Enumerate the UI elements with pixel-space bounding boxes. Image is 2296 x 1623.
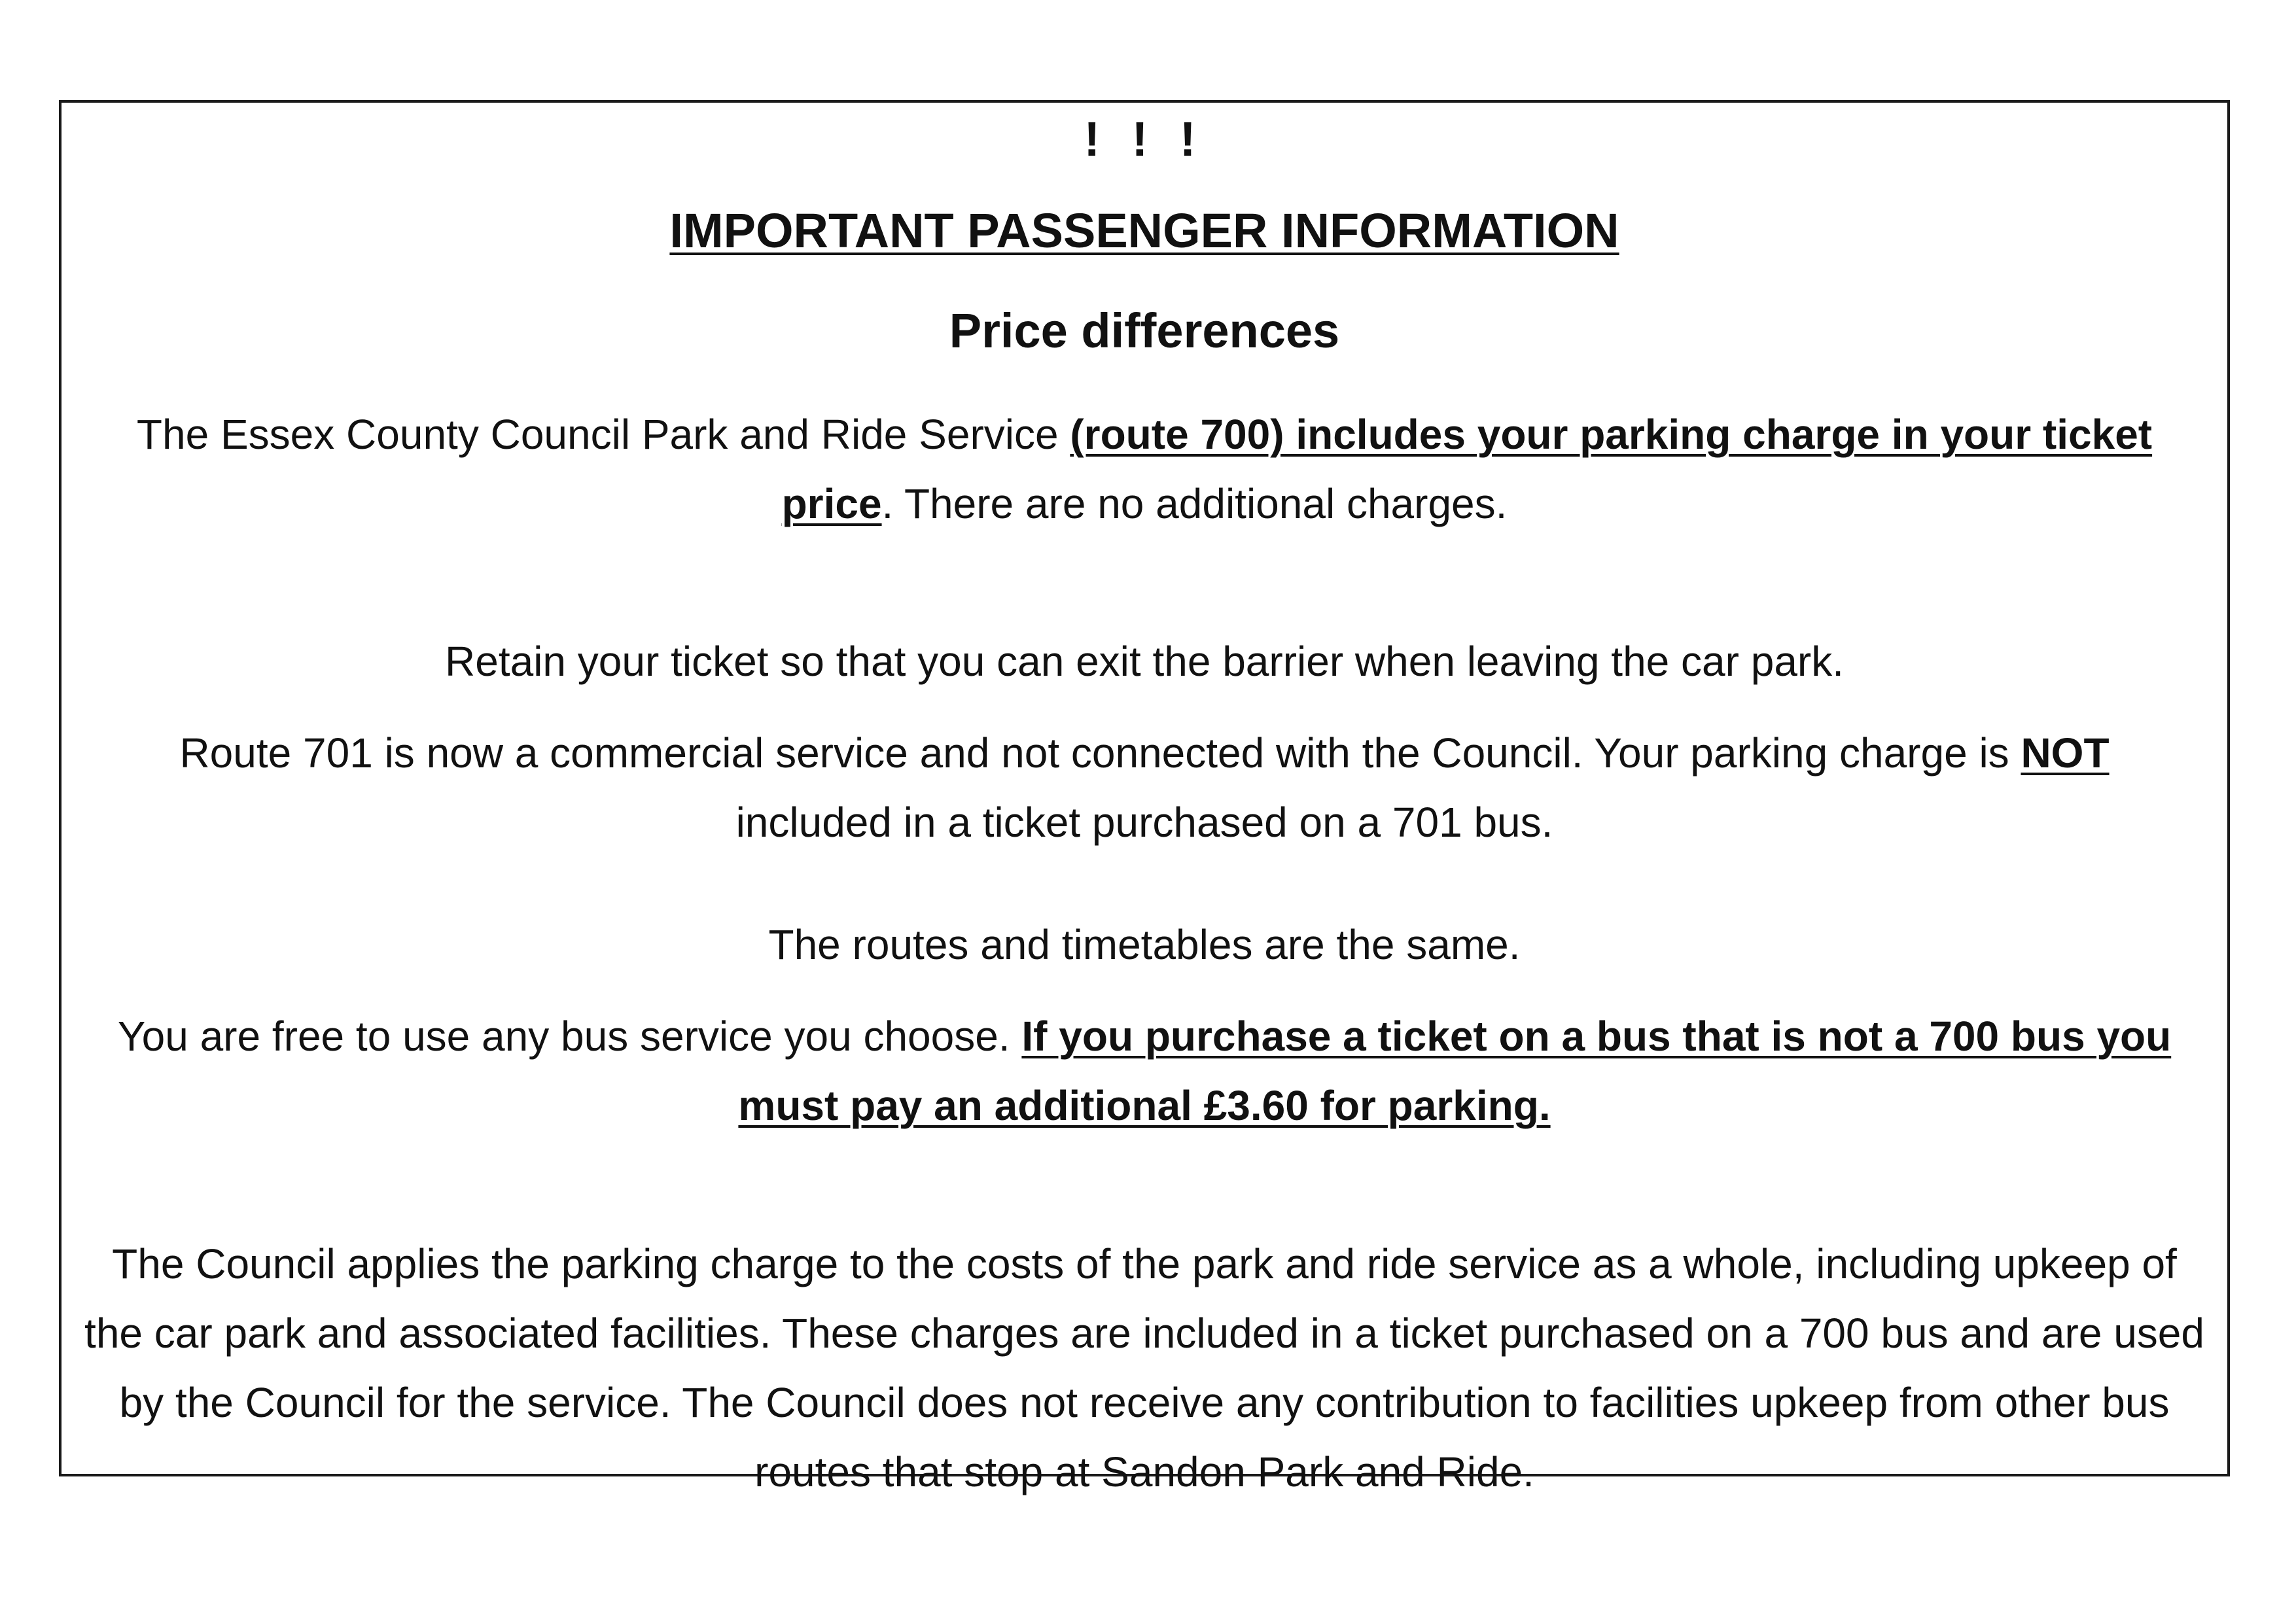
paragraph-retain-ticket: Retain your ticket so that you can exit the barrier when leaving the car park. bbox=[445, 638, 1844, 685]
paragraph-council-charges: The Council applies the parking charge to the costs of the park and ride service as a whole, including upkeep of the car park and associated facilities. These charges are included in a ticket purchased on a 700 bus and are used by the Council for the service. The Council does not receive any contribution to facilities upkeep from other bus routes that stop at Sandon Park and Ride. bbox=[84, 1240, 2204, 1495]
paragraph-route-701-intro: Route 701 is now a commercial service and not connected with the Council. Your parking charge is bbox=[179, 729, 2021, 777]
paragraph-routes-same: The routes and timetables are the same. bbox=[768, 921, 1521, 968]
paragraph-free-choice bbox=[101, 1002, 2188, 1140]
paragraph-route-700-outro: . There are no additional charges. bbox=[881, 480, 1508, 527]
paragraph-route-701-outro: included in a ticket purchased on a 701 bus. bbox=[735, 799, 1553, 846]
notice-subtitle: Price differences bbox=[949, 304, 1340, 358]
paragraph-free-choice-intro: You are free to use any bus service you choose. bbox=[117, 1013, 1022, 1060]
exclamation-marks: ! ! ! bbox=[1084, 112, 1205, 166]
paragraph-route-701 bbox=[101, 718, 2188, 857]
paragraph-route-700-intro: The Essex County Council Park and Ride Service bbox=[136, 411, 1070, 458]
paragraph-route-700-emphasis: (route 700) includes your parking charge in your ticket price bbox=[781, 411, 2153, 527]
paragraph-free-choice-emphasis: If you purchase a ticket on a bus that is not a 700 bus you must pay an additional £3.60 for parking. bbox=[738, 1013, 2172, 1129]
paragraph-route-700 bbox=[101, 400, 2188, 538]
notice-title-text: IMPORTANT PASSENGER INFORMATION bbox=[669, 203, 1619, 258]
notice-title bbox=[62, 202, 2227, 260]
notice-box bbox=[59, 100, 2230, 1495]
paragraph-route-701-emphasis: NOT bbox=[2021, 729, 2110, 777]
